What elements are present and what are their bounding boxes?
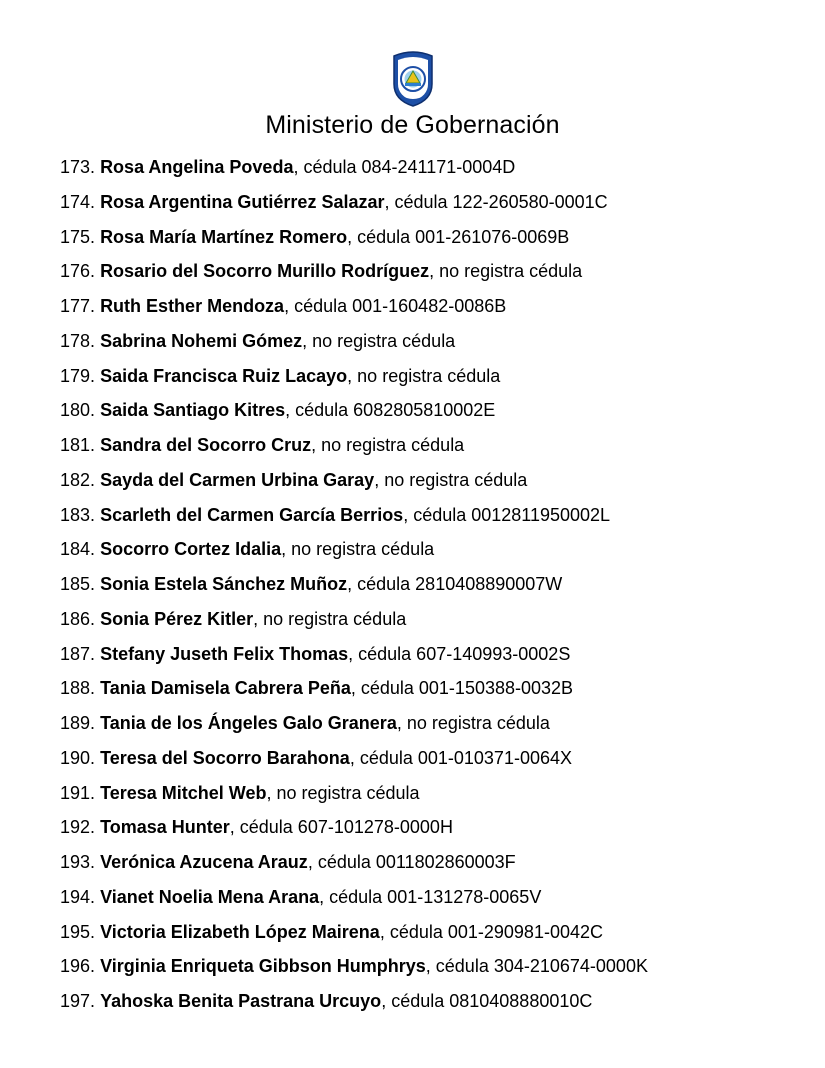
entry-detail: , cédula 607-101278-0000H: [229, 817, 453, 838]
entry-detail: , no registra cédula: [302, 330, 456, 351]
entry-name: Victoria Elizabeth López Mairena: [100, 921, 380, 942]
entry-number: 184.: [60, 539, 96, 560]
entry-number: 180.: [60, 400, 96, 421]
list-item: [60, 673, 648, 708]
entry-detail: , cédula 001-150388-0032B: [350, 678, 574, 699]
list-item: [60, 291, 648, 326]
entry-name: Sabrina Nohemi Gómez: [100, 330, 303, 351]
entry-number: 183.: [60, 504, 96, 525]
entry-number: 193.: [60, 852, 96, 872]
entry-number: 185.: [60, 574, 96, 594]
entry-number: 196.: [60, 956, 96, 977]
entry-name: Sonia Pérez Kitler: [100, 608, 254, 629]
entry-name: Verónica Azucena Arauz: [100, 852, 308, 872]
entry-name: Yahoska Benita Pastrana Urcuyo: [100, 991, 382, 1011]
entry-number: 197.: [60, 991, 96, 1011]
entry-name: Tania Damisela Cabrera Peña: [100, 678, 351, 699]
entry-detail: , no registra cédula: [266, 782, 420, 803]
entry-detail: , no registra cédula: [374, 469, 528, 490]
entry-number: 173.: [60, 157, 96, 177]
entry-number: 181.: [60, 435, 96, 455]
entry-name: Ruth Esther Mendoza: [100, 296, 285, 316]
list-item: [60, 465, 648, 500]
entry-name: Tomasa Hunter: [100, 817, 230, 838]
entry-number: 177.: [60, 296, 96, 316]
entry-detail: , no registra cédula: [396, 713, 550, 733]
list-item: [60, 778, 648, 813]
entry-detail: , cédula 0012811950002L: [403, 504, 611, 525]
entry-number: 175.: [60, 226, 96, 247]
list-item: [60, 152, 648, 187]
entry-name: Vianet Noelia Mena Arana: [100, 886, 320, 907]
entry-number: 192.: [60, 817, 96, 838]
list-item: [60, 847, 648, 882]
list-item: [60, 326, 648, 361]
entry-detail: , cédula 001-261076-0069B: [347, 226, 570, 247]
entry-number: 190.: [60, 747, 96, 768]
list-item: [60, 187, 648, 222]
entry-number: 176.: [60, 261, 96, 282]
entry-name: Stefany Juseth Felix Thomas: [100, 643, 349, 664]
entry-number: 191.: [60, 782, 96, 803]
entry-detail: , cédula 001-010371-0064X: [349, 747, 572, 768]
entry-name: Sayda del Carmen Urbina Garay: [100, 469, 375, 490]
entry-detail: , cédula 607-140993-0002S: [348, 643, 571, 664]
entry-name: Rosario del Socorro Murillo Rodríguez: [100, 261, 430, 282]
entry-detail: , cédula 122-260580-0001C: [384, 191, 608, 212]
entry-name: Tania de los Ángeles Galo Granera: [100, 713, 397, 733]
entry-detail: , no registra cédula: [311, 435, 465, 455]
entry-name: Sandra del Socorro Cruz: [100, 435, 312, 455]
entry-detail: , cédula 001-290981-0042C: [379, 921, 603, 942]
list-item: [60, 430, 648, 465]
list-item: [60, 812, 648, 847]
document-header: [0, 50, 825, 140]
entry-number: 195.: [60, 921, 96, 942]
list-item: [60, 361, 648, 396]
list-item: [60, 708, 648, 743]
list-item: [60, 395, 648, 430]
entry-number: 178.: [60, 330, 96, 351]
entry-name: Rosa María Martínez Romero: [100, 226, 348, 247]
entry-detail: , cédula 2810408890007W: [347, 574, 563, 594]
entry-detail: , cédula 001-131278-0065V: [319, 886, 542, 907]
entry-number: 187.: [60, 643, 96, 664]
entry-detail: , no registra cédula: [253, 608, 407, 629]
entry-detail: , cédula 6082805810002E: [285, 400, 496, 421]
list-item: [60, 882, 648, 917]
list-item: [60, 951, 648, 986]
list-item: [60, 743, 648, 778]
entry-detail: , no registra cédula: [281, 539, 435, 560]
list-item: [60, 256, 648, 291]
list-item: [60, 569, 648, 604]
entry-name: Saida Francisca Ruiz Lacayo: [100, 365, 348, 386]
entry-name: Scarleth del Carmen García Berrios: [100, 504, 404, 525]
entry-detail: , cédula 001-160482-0086B: [284, 296, 507, 316]
entry-name: Virginia Enriqueta Gibbson Humphrys: [100, 956, 426, 977]
list-item: [60, 604, 648, 639]
entry-detail: , cédula 0810408880010C: [381, 991, 593, 1011]
entry-detail: , cédula 0011802860003F: [307, 852, 516, 872]
entry-number: 186.: [60, 608, 96, 629]
entry-detail: , cédula 084-241171-0004D: [293, 157, 516, 177]
entry-name: Rosa Angelina Poveda: [100, 157, 294, 177]
list-item: [60, 222, 648, 257]
list-item: [60, 500, 648, 535]
entry-detail: , no registra cédula: [347, 365, 501, 386]
list-item: [60, 639, 648, 674]
list-item: [60, 917, 648, 952]
entry-number: 188.: [60, 678, 96, 699]
ministry-seal-icon: [390, 50, 436, 108]
entry-name: Teresa del Socorro Barahona: [100, 747, 350, 768]
entry-name: Teresa Mitchel Web: [100, 782, 267, 803]
person-list: [60, 152, 648, 1021]
entry-name: Rosa Argentina Gutiérrez Salazar: [100, 191, 385, 212]
entry-name: Socorro Cortez Idalia: [100, 539, 282, 560]
entry-number: 179.: [60, 365, 96, 386]
entry-number: 194.: [60, 886, 96, 907]
entry-number: 189.: [60, 713, 96, 733]
entry-name: Saida Santiago Kitres: [100, 400, 286, 421]
entry-detail: , cédula 304-210674-0000K: [425, 956, 648, 977]
entry-number: 174.: [60, 191, 96, 212]
entry-number: 182.: [60, 469, 96, 490]
entry-name: Sonia Estela Sánchez Muñoz: [100, 574, 348, 594]
ministry-title: Ministerio de Gobernación: [265, 111, 560, 139]
list-item: [60, 986, 648, 1021]
entry-detail: , no registra cédula: [429, 261, 583, 282]
list-item: [60, 534, 648, 569]
